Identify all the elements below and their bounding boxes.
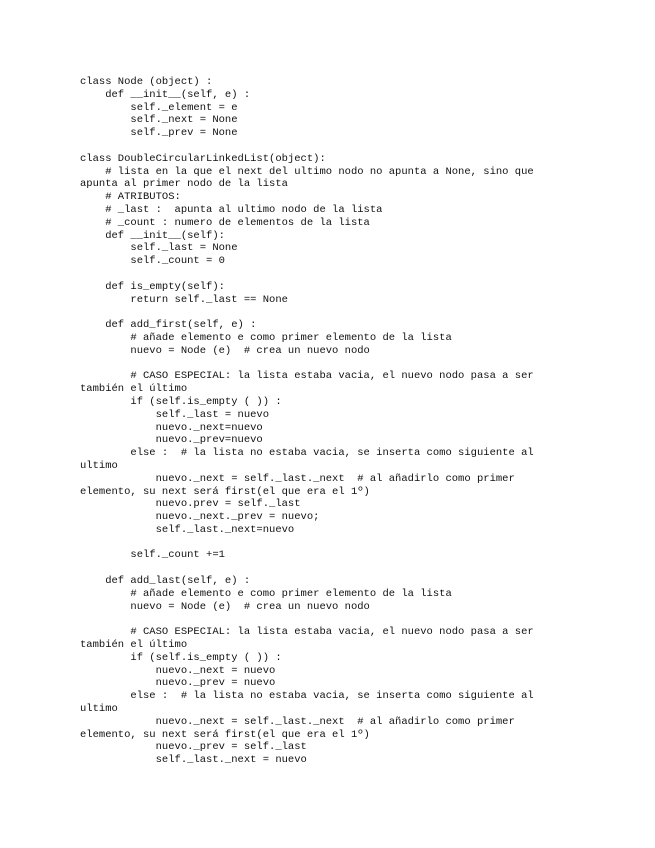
code-line: self._last = None (80, 242, 238, 255)
code-line: nuevo._next = self._last._next # al añadirlo como primer (80, 472, 515, 485)
code-line: nuevo._next=nuevo (80, 421, 263, 434)
code-line: self._last._next = nuevo (80, 754, 307, 767)
blank-line (80, 537, 575, 550)
code-line: también el último (80, 639, 188, 652)
blank-line (80, 613, 575, 626)
code-line: elemento, su next será first(el que era el 1º) (80, 485, 370, 498)
code-line: # ATRIBUTOS: (80, 191, 181, 204)
code-line: # añade elemento e como primer elemento de la lista (80, 331, 452, 344)
code-line: nuevo._prev = self._last (80, 741, 307, 754)
code-line: nuevo = Node (e) # crea un nuevo nodo (80, 344, 370, 357)
blank-line (80, 268, 575, 281)
code-line: class DoubleCircularLinkedList(object): (80, 152, 326, 165)
code-line: nuevo._next = self._last._next # al añadirlo como primer (80, 715, 515, 728)
blank-line (80, 140, 575, 153)
code-line: self._prev = None (80, 127, 238, 140)
code-line: self._last = nuevo (80, 408, 270, 421)
code-line: if (self.is_empty ( )) : (80, 651, 282, 664)
blank-line (80, 562, 575, 575)
code-line: elemento, su next será first(el que era el 1º) (80, 728, 370, 741)
code-line: # _last : apunta al ultimo nodo de la lista (80, 203, 383, 216)
code-line: def add_first(self, e) : (80, 319, 257, 332)
code-line: nuevo.prev = self._last (80, 498, 301, 511)
code-line: self._count = 0 (80, 255, 225, 268)
code-line: return self._last == None (80, 293, 288, 306)
blank-line (80, 358, 575, 371)
code-line: def __init__(self, e) : (80, 88, 251, 101)
blank-line (80, 306, 575, 319)
code-line: self._next = None (80, 114, 238, 127)
code-listing (80, 76, 575, 767)
code-line: self._last._next=nuevo (80, 523, 295, 536)
code-line: class Node (object) : (80, 76, 213, 88)
code-line: apunta al primer nodo de la lista (80, 178, 288, 191)
code-line: ultimo (80, 703, 118, 716)
code-line: nuevo._prev = nuevo (80, 677, 276, 690)
code-line: ultimo (80, 459, 118, 472)
code-line: self._count +=1 (80, 549, 225, 562)
code-line: también el último (80, 383, 188, 396)
code-line: else : # la lista no estaba vacia, se inserta como siguiente al (80, 690, 534, 703)
code-line: # lista en la que el next del ultimo nodo no apunta a None, sino que (80, 165, 534, 178)
code-line: def is_empty(self): (80, 280, 225, 293)
code-line: nuevo._prev=nuevo (80, 434, 263, 447)
code-line: nuevo = Node (e) # crea un nuevo nodo (80, 600, 370, 613)
code-line: else : # la lista no estaba vacia, se inserta como siguiente al (80, 447, 534, 460)
code-line: self._element = e (80, 101, 238, 114)
code-line: # _count : numero de elementos de la lista (80, 216, 370, 229)
code-line: # CASO ESPECIAL: la lista estaba vacia, el nuevo nodo pasa a ser (80, 626, 534, 639)
code-line: # añade elemento e como primer elemento de la lista (80, 587, 452, 600)
code-line: nuevo._next._prev = nuevo; (80, 511, 320, 524)
code-line: def __init__(self): (80, 229, 225, 242)
code-line: if (self.is_empty ( )) : (80, 395, 282, 408)
code-line: nuevo._next = nuevo (80, 664, 276, 677)
code-line: def add_last(self, e) : (80, 575, 251, 588)
code-line: # CASO ESPECIAL: la lista estaba vacia, el nuevo nodo pasa a ser (80, 370, 534, 383)
